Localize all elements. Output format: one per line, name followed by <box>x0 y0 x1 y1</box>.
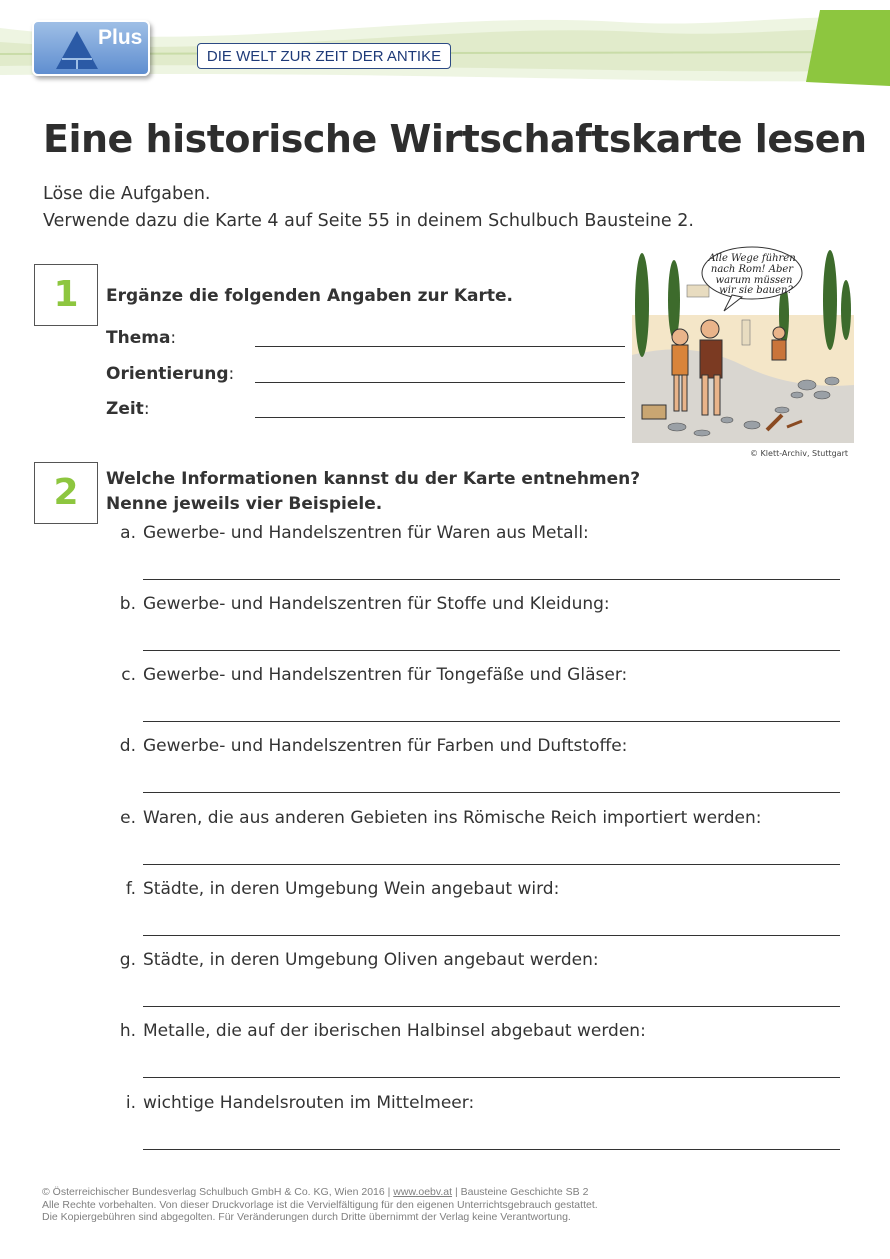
task-2-number: 2 <box>34 462 98 524</box>
series-title: DIE WELT ZUR ZEIT DER ANTIKE <box>197 43 451 69</box>
task-item-letter: d. <box>119 736 136 756</box>
field-line-zeit[interactable] <box>255 417 625 418</box>
task-item-letter: f. <box>125 879 136 899</box>
task-1-number: 1 <box>34 264 98 326</box>
roman-road-cartoon <box>632 245 854 443</box>
page-title: Eine historische Wirtschaftskarte lesen <box>43 117 867 161</box>
footer <box>42 1186 598 1224</box>
answer-line[interactable] <box>143 579 840 580</box>
task-item-letter: g. <box>119 950 136 970</box>
task-2-instruction-line-2: Nenne jeweils vier Beispiele. <box>106 494 383 514</box>
speech-bubble-line-1: Alle Wege führen <box>708 253 796 264</box>
pyramid-logo-icon <box>54 29 100 71</box>
logo-text: Plus <box>98 26 143 49</box>
plus-logo <box>32 20 150 76</box>
task-item-letter: b. <box>119 594 136 614</box>
task-item-text: Gewerbe- und Handelszentren für Waren aus Metall: <box>143 523 589 543</box>
task-item-letter: a. <box>120 523 136 543</box>
answer-line[interactable] <box>143 1006 840 1007</box>
task-item-letter: c. <box>121 665 136 685</box>
task-item-text: Waren, die aus anderen Gebieten ins Römische Reich importiert werden: <box>143 808 762 828</box>
speech-bubble-line-2: nach Rom! Aber <box>710 264 794 275</box>
footer-line-3: Die Kopiergebühren sind abgegolten. Für Veränderungen durch Dritte übernimmt der Verlag keine Verantwortung. <box>42 1211 571 1223</box>
answer-line[interactable] <box>143 1077 840 1078</box>
intro-line-2: Verwende dazu die Karte 4 auf Seite 55 in deinem Schulbuch Bausteine 2. <box>43 211 694 231</box>
green-corner-tab <box>806 10 890 86</box>
task-item-text: Städte, in deren Umgebung Oliven angebaut werden: <box>143 950 599 970</box>
task-item-text: wichtige Handelsrouten im Mittelmeer: <box>143 1093 475 1113</box>
answer-line[interactable] <box>143 792 840 793</box>
task-item-letter: e. <box>120 808 136 828</box>
image-credit: © Klett-Archiv, Stuttgart <box>750 449 848 458</box>
task-item-letter: i. <box>125 1093 136 1113</box>
publisher-link[interactable]: www.oebv.at <box>393 1186 453 1198</box>
task-item-text: Städte, in deren Umgebung Wein angebaut wird: <box>143 879 560 899</box>
answer-line[interactable] <box>143 650 840 651</box>
task-item-text: Metalle, die auf der iberischen Halbinsel abgebaut werden: <box>143 1021 646 1041</box>
speech-bubble-line-4: wir sie bauen? <box>719 285 793 296</box>
answer-line[interactable] <box>143 1149 840 1150</box>
field-label-thema: Thema: <box>106 328 177 348</box>
answer-line[interactable] <box>143 721 840 722</box>
field-line-orientierung[interactable] <box>255 382 625 383</box>
field-label-zeit: Zeit: <box>106 399 150 419</box>
answer-line[interactable] <box>143 864 840 865</box>
intro-line-1: Löse die Aufgaben. <box>43 184 211 204</box>
task-1-instruction: Ergänze die folgenden Angaben zur Karte. <box>106 286 514 306</box>
task-2-instruction-line-1: Welche Informationen kannst du der Karte entnehmen? <box>106 469 641 489</box>
field-line-thema[interactable] <box>255 346 625 347</box>
footer-line-1: © Österreichischer Bundesverlag Schulbuch GmbH & Co. KG, Wien 2016 | www.oebv.at | Bausteine Geschichte SB 2 <box>42 1186 589 1198</box>
answer-line[interactable] <box>143 935 840 936</box>
task-item-letter: h. <box>119 1021 136 1041</box>
field-label-orientierung: Orientierung: <box>106 364 235 384</box>
speech-bubble-line-3: warum müssen <box>715 275 793 286</box>
footer-line-2: Alle Rechte vorbehalten. Von dieser Druckvorlage ist die Vervielfältigung für den eigenen Unterrichtsgebrauch gestattet. <box>42 1198 598 1211</box>
task-item-text: Gewerbe- und Handelszentren für Tongefäße und Gläser: <box>143 665 628 685</box>
task-item-text: Gewerbe- und Handelszentren für Farben und Duftstoffe: <box>143 736 628 756</box>
task-item-text: Gewerbe- und Handelszentren für Stoffe und Kleidung: <box>143 594 610 614</box>
